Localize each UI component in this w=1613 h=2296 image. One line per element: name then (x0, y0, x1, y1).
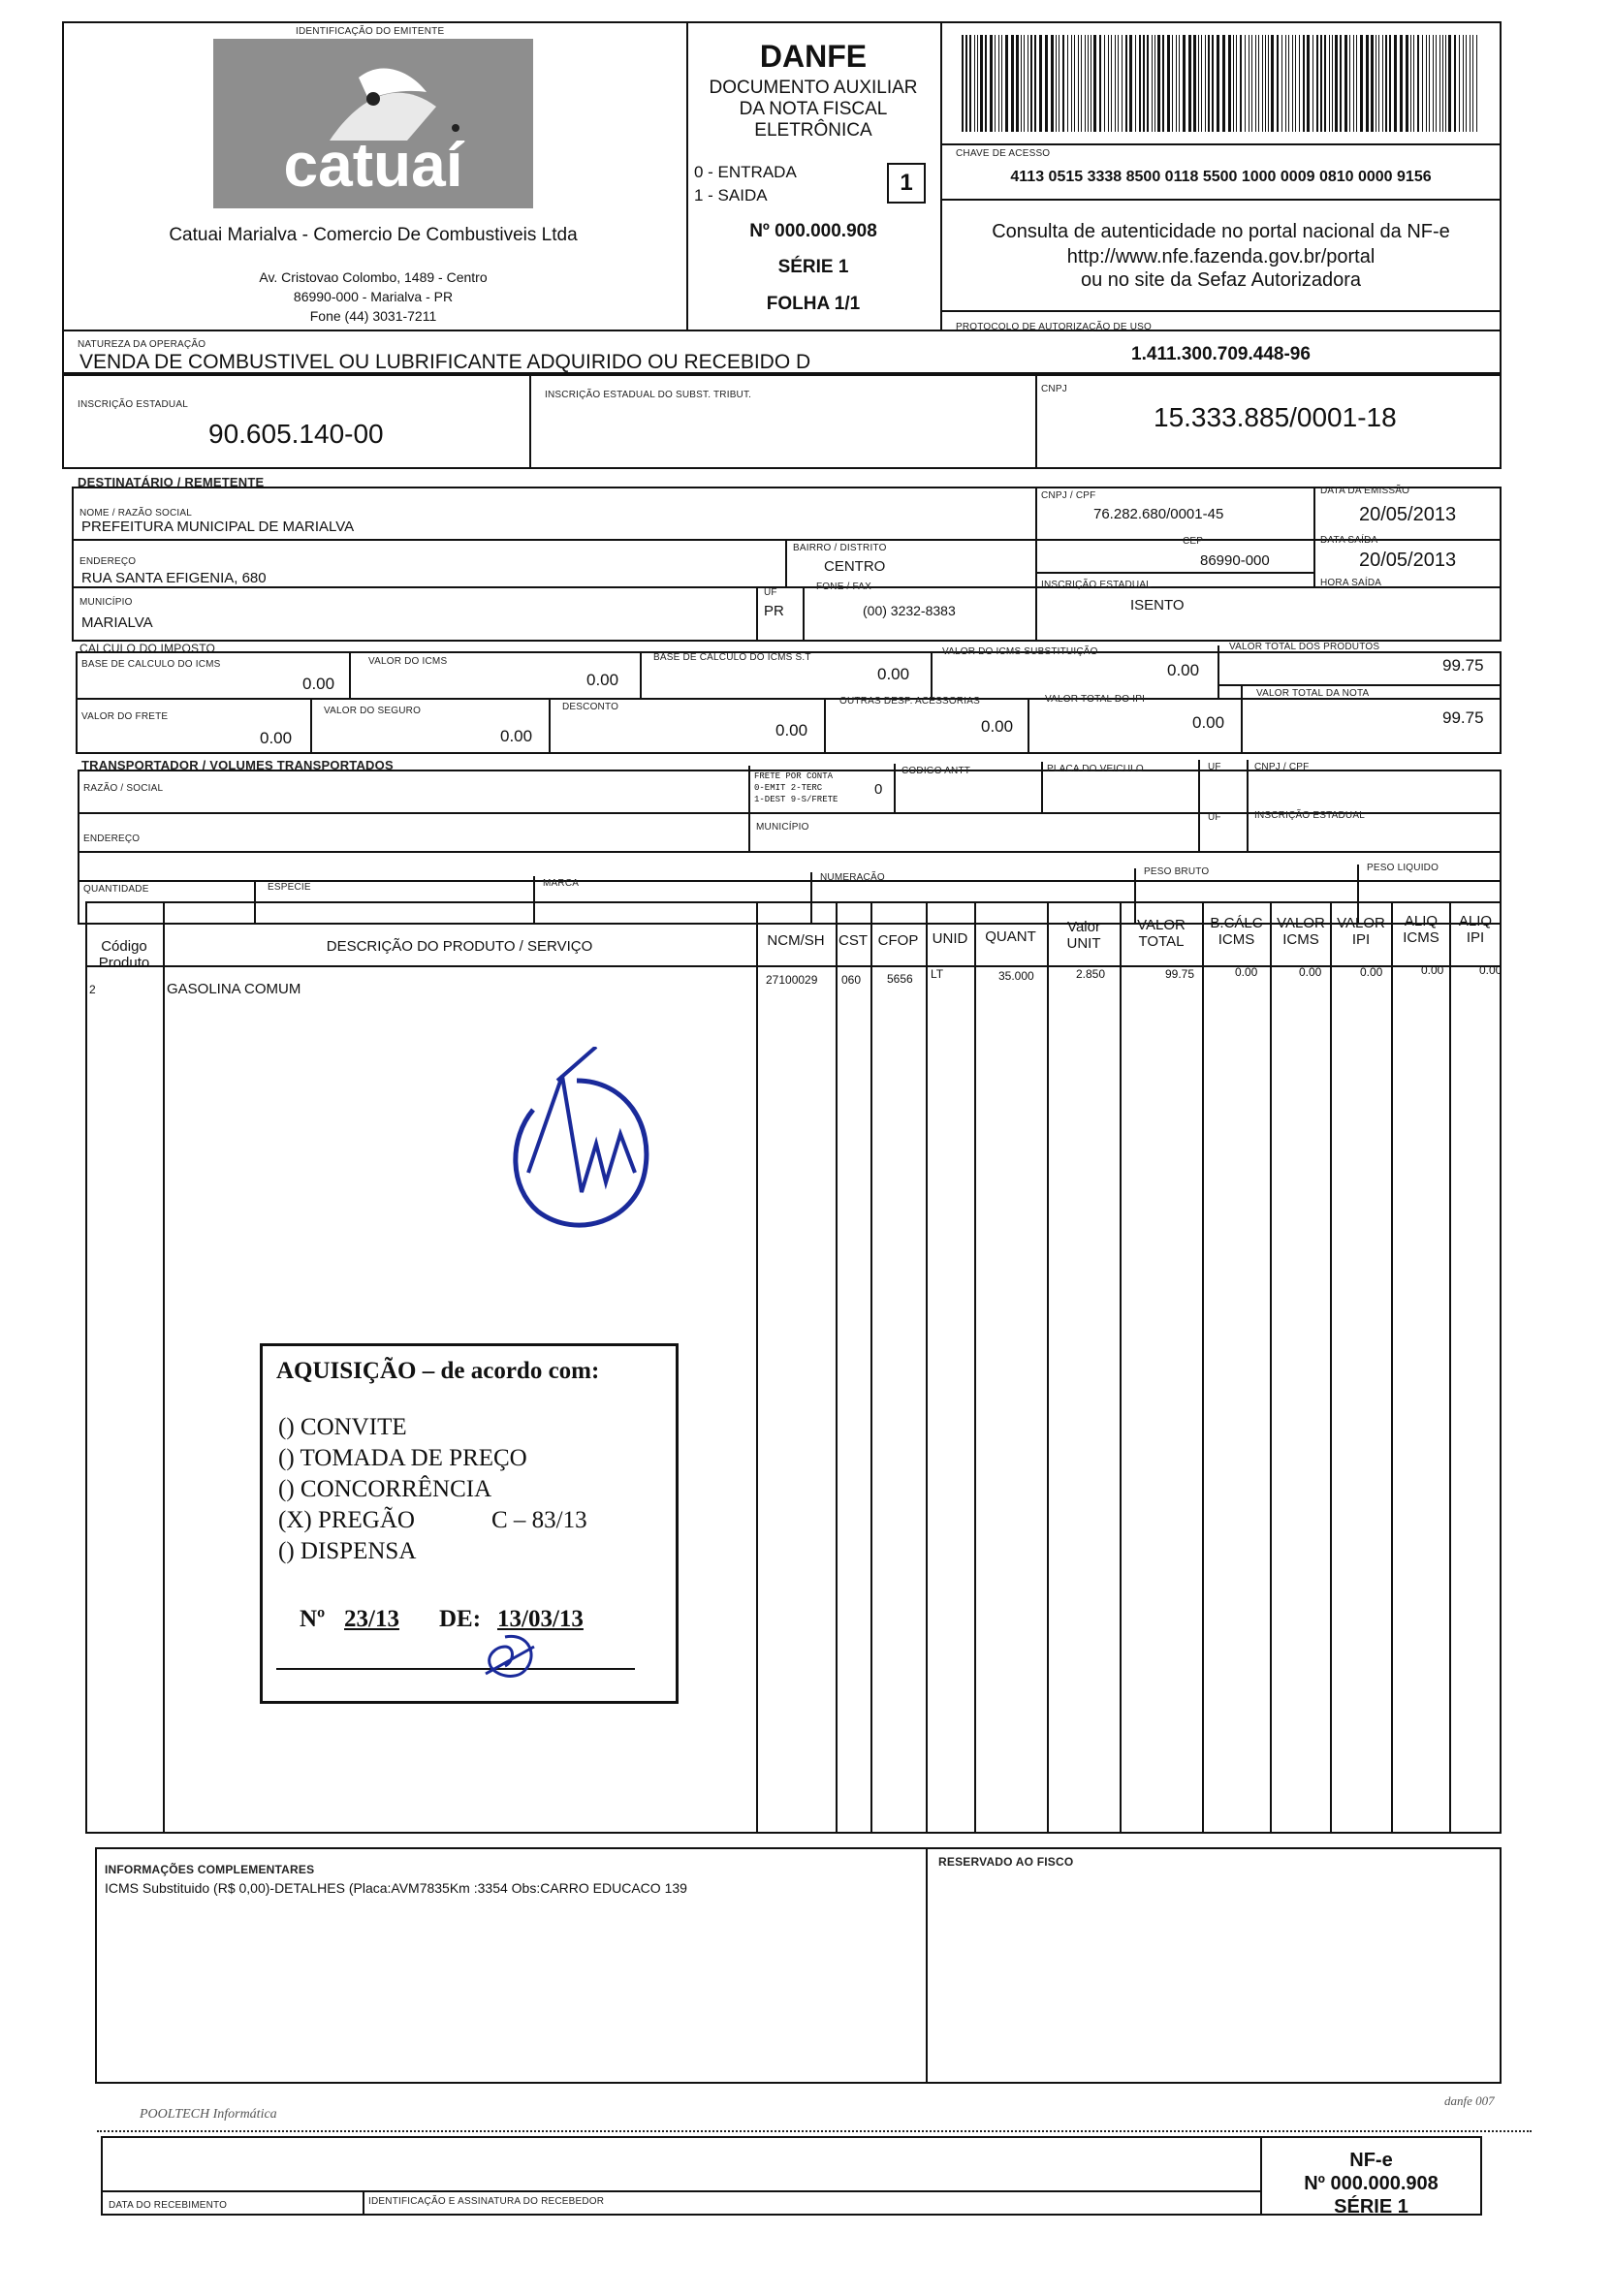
barcode-bar (1295, 35, 1296, 132)
icms-label: VALOR DO ICMS (368, 656, 448, 667)
barcode-bar (1129, 35, 1132, 132)
stamp-signature-line (276, 1668, 635, 1670)
carrier-city-label: MUNICÍPIO (756, 822, 809, 833)
footer-serie: SÉRIE 1 (1334, 2196, 1408, 2217)
ie-label: INSCRIÇÃO ESTADUAL (78, 399, 188, 410)
barcode-bar (1245, 35, 1246, 132)
barcode-bar (1335, 35, 1338, 132)
icms-st-label: VALOR DO ICMS SUBSTITUIÇÃO (942, 646, 1098, 657)
barcode-bar (1329, 35, 1330, 132)
row-aliq-icms: 0.00 (1421, 963, 1444, 977)
insurance-value: 0.00 (500, 727, 533, 745)
stamp-option-dispensa: () DISPENSA (278, 1538, 417, 1564)
barcode-bar (1183, 35, 1186, 132)
barcode-bar (1332, 35, 1333, 132)
barcode-bar (1299, 35, 1300, 132)
barcode-bar (1104, 35, 1105, 132)
col-header-unit-value: Valor UNIT (1066, 919, 1101, 952)
barcode-bar (1459, 35, 1460, 132)
ipi-total-label: VALOR TOTAL DO IPI (1045, 694, 1146, 705)
row-qty: 35.000 (998, 969, 1034, 983)
barcode-bar (1222, 35, 1225, 132)
barcode-bar (1277, 35, 1279, 132)
barcode-bar (995, 35, 996, 132)
cut-line (97, 2130, 1532, 2132)
recipient-cnpj-label: CNPJ / CPF (1041, 490, 1096, 501)
icms-value: 0.00 (586, 671, 619, 689)
emission-label: DATA DA EMISSÃO (1320, 486, 1410, 496)
row-base-icms: 0.00 (1235, 965, 1258, 979)
barcode-bar (965, 35, 967, 132)
barcode-bar (985, 35, 987, 132)
protocol-value: 1.411.300.709.448-96 (1131, 344, 1311, 364)
barcode-bar (1385, 35, 1387, 132)
barcode-bar (1255, 35, 1256, 132)
barcode-bar (1400, 35, 1403, 132)
exit-date-value: 20/05/2013 (1359, 550, 1457, 571)
barcode-bar (1001, 35, 1002, 132)
barcode-bar (1108, 35, 1109, 132)
issuer-name: Catuai Marialva - Comercio De Combustiveis Ltda (169, 225, 578, 245)
insurance-label: VALOR DO SEGURO (324, 706, 422, 716)
col-header-ncm: NCM/SH (767, 932, 825, 949)
stamp-title: AQUISIÇÃO – de acordo com: (276, 1358, 600, 1384)
barcode-bar (1417, 35, 1419, 132)
consult-line-2: http://www.nfe.fazenda.gov.br/portal (1066, 246, 1376, 267)
note-total-label: VALOR TOTAL DA NOTA (1256, 688, 1370, 699)
barcode-bar (1340, 35, 1342, 132)
barcode-bar (1426, 35, 1427, 132)
barcode-bar (1366, 35, 1369, 132)
barcode-bar (1356, 35, 1357, 132)
freight-mode-value: 0 (874, 781, 883, 798)
barcode-bar (1021, 35, 1022, 132)
barcode-bar (1258, 35, 1259, 132)
base-icms-st-label: BASE DE CALCULO DO ICMS S.T (653, 652, 811, 663)
city-label: MUNICÍPIO (79, 597, 133, 608)
logo-text: catuaí (283, 130, 463, 200)
cep-value: 86990-000 (1200, 552, 1270, 569)
barcode-bar (1111, 35, 1112, 132)
col-header-quant: QUANT (985, 928, 1036, 945)
antt-label: CODIGO ANTT (901, 766, 971, 776)
barcode-bar (1472, 35, 1473, 132)
discount-label: DESCONTO (562, 702, 619, 712)
stamp-option-tomada: () TOMADA DE PREÇO (278, 1445, 527, 1471)
barcode-bar (1056, 35, 1057, 132)
barcode-bar (962, 35, 964, 132)
barcode-bar (1288, 35, 1289, 132)
barcode-bar (1167, 35, 1170, 132)
row-aliq-ipi: 0.00 (1479, 963, 1502, 977)
col-header-aliq-icms: ALIQ ICMS (1403, 913, 1439, 946)
barcode-bar (1172, 35, 1173, 132)
district-value: CENTRO (824, 558, 886, 575)
uf-label: UF (764, 587, 777, 598)
recipient-cnpj: 76.282.680/0001-45 (1093, 506, 1224, 522)
barcode-bar (1439, 35, 1440, 132)
danfe-title: DANFE (759, 39, 868, 74)
stamp-option-pregao: (X) PREGÃO (278, 1507, 415, 1533)
barcode-bar (1240, 35, 1242, 132)
consult-line-3: ou no site da Sefaz Autorizadora (1080, 269, 1362, 291)
barcode-bar (1201, 35, 1202, 132)
barcode-bar (1115, 35, 1116, 132)
recipient-section-label: DESTINATÁRIO / REMETENTE (78, 475, 265, 489)
recipient-name-label: NOME / RAZÃO SOCIAL (79, 508, 193, 519)
discount-value: 0.00 (775, 721, 808, 739)
barcode-bar (1147, 35, 1149, 132)
other-expenses-value: 0.00 (981, 717, 1014, 736)
row-cfop: 5656 (887, 972, 913, 986)
recipient-ie: ISENTO (1130, 597, 1185, 613)
phone-label: FONE / FAX (816, 582, 872, 592)
barcode-bar (1268, 35, 1269, 132)
barcode-bar (1078, 35, 1079, 132)
receipt-date-label: DATA DO RECEBIMENTO (109, 2200, 228, 2211)
stamp-date: 13/03/13 (497, 1606, 584, 1632)
city-value: MARIALVA (81, 614, 153, 631)
barcode-bar (1265, 35, 1266, 132)
issuer-address-1: Av. Cristovao Colombo, 1489 - Centro (259, 269, 488, 285)
footer-nfe: NF-e (1349, 2150, 1393, 2171)
recipient-address: RUA SANTA EFIGENIA, 680 (81, 570, 267, 586)
volume-numbering-label: NUMERAÇÃO (820, 872, 885, 883)
barcode-bar (1281, 35, 1282, 132)
barcode-bar (1143, 35, 1145, 132)
danfe-subtitle-2: DA NOTA FISCAL (739, 99, 888, 119)
recipient-address-label: ENDEREÇO (79, 556, 137, 567)
col-header-base-icms: B.CÁLC ICMS (1210, 915, 1263, 948)
barcode-bar (1062, 35, 1064, 132)
carrier-cnpj-label: CNPJ / CPF (1254, 762, 1310, 772)
exit-date-label: DATA SAÍDA (1320, 535, 1378, 546)
receiver-id-label: IDENTIFICAÇÃO E ASSINATURA DO RECEBEDOR (368, 2196, 605, 2207)
recipient-ie-label: INSCRIÇÃO ESTADUAL (1041, 580, 1152, 590)
barcode-bar (1236, 35, 1237, 132)
barcode-bar (969, 35, 971, 132)
barcode-bar (1217, 35, 1219, 132)
barcode-bar (1205, 35, 1206, 132)
barcode-bar (1228, 35, 1231, 132)
barcode-bar (1303, 35, 1305, 132)
carrier-uf-label: UF (1208, 762, 1221, 772)
col-header-description: DESCRIÇÃO DO PRODUTO / SERVIÇO (326, 938, 593, 955)
barcode-bar (1034, 35, 1036, 132)
products-total-value: 99.75 (1442, 656, 1484, 675)
freight-mode-text-2: 0-EMIT 2-TERC (754, 783, 823, 793)
barcode-bar (1074, 35, 1075, 132)
cnpj-label: CNPJ (1041, 384, 1067, 394)
barcode-bar (1176, 35, 1177, 132)
icms-st-value: 0.00 (1167, 661, 1200, 679)
issuer-address-2: 86990-000 - Marialva - PR (293, 289, 454, 304)
acquisition-stamp (260, 1343, 679, 1704)
barcode-bar (1476, 35, 1477, 132)
barcode-bar (974, 35, 975, 132)
stamp-option-convite: () CONVITE (278, 1414, 407, 1440)
barcode-bar (1442, 35, 1443, 132)
net-weight-label: PESO LIQUIDO (1367, 863, 1439, 873)
barcode-bar (1285, 35, 1286, 132)
barcode-bar (1433, 35, 1434, 132)
row-unit-value: 2.850 (1076, 967, 1106, 981)
danfe-folha: FOLHA 1/1 (766, 294, 861, 314)
stamp-option-concorrencia: () CONCORRÊNCIA (278, 1476, 492, 1502)
barcode-bar (1406, 35, 1408, 132)
barcode-bar (1324, 35, 1326, 132)
danfe-subtitle-3: ELETRÔNICA (754, 120, 872, 141)
barcode-bar (1030, 35, 1032, 132)
ie-value: 90.605.140-00 (208, 419, 384, 449)
carrier-ie-label: INSCRIÇÃO ESTADUAL (1254, 810, 1365, 821)
barcode-bar (1011, 35, 1014, 132)
tax-section-label: CALCULO DO IMPOSTO (79, 642, 216, 655)
barcode-bar (1152, 35, 1153, 132)
access-key-label: CHAVE DE ACESSO (956, 148, 1051, 159)
barcode-bar (1233, 35, 1234, 132)
cnpj-value: 15.333.885/0001-18 (1154, 402, 1397, 432)
barcode-bar (1410, 35, 1411, 132)
barcode-bar (1088, 35, 1089, 132)
col-header-code: Código Produto (98, 938, 150, 971)
barcode-bar (1436, 35, 1437, 132)
barcode-bar (1316, 35, 1318, 132)
danfe-type-box: 1 (887, 163, 926, 204)
uf-value: PR (764, 603, 784, 619)
row-unit: LT (931, 967, 944, 981)
barcode-bar (1389, 35, 1391, 132)
barcode-bar (1378, 35, 1379, 132)
carrier-uf-label-2: UF (1208, 812, 1221, 823)
col-header-cst: CST (838, 932, 868, 949)
barcode-bar (1292, 35, 1293, 132)
barcode-bar (1051, 35, 1054, 132)
barcode-bar (1081, 35, 1082, 132)
barcode-bar (1344, 35, 1347, 132)
danfe-number: Nº 000.000.908 (749, 221, 877, 241)
stamp-pregao-code: C – 83/13 (491, 1507, 587, 1533)
barcode-bar (1059, 35, 1060, 132)
software-credit: POOLTECH Informática (140, 2107, 277, 2122)
barcode-bar (1394, 35, 1397, 132)
barcode-bar (1179, 35, 1180, 132)
nature-value: VENDA DE COMBUSTIVEL OU LUBRIFICANTE ADQUIRIDO OU RECEBIDO D (79, 351, 811, 373)
barcode-bar (1067, 35, 1068, 132)
phone-value: (00) 3232-8383 (863, 603, 956, 618)
barcode-bar (1212, 35, 1214, 132)
barcode-bar (1422, 35, 1423, 132)
freight-mode-text-3: 1-DEST 9-S/FRETE (754, 795, 838, 804)
barcode-bar (1085, 35, 1086, 132)
access-key-value: 4113 0515 3338 8500 0118 5500 1000 0009 0810 0000 9156 (1010, 169, 1432, 185)
barcode-bar (1039, 35, 1042, 132)
danfe-subtitle-1: DOCUMENTO AUXILIAR (709, 78, 918, 98)
barcode-bar (980, 35, 983, 132)
nature-label: NATUREZA DA OPERAÇÃO (78, 339, 206, 350)
signature-scribble (490, 1047, 664, 1260)
barcode-bar (1463, 35, 1464, 132)
form-code: danfe 007 (1444, 2093, 1495, 2108)
issuer-section-label: IDENTIFICAÇÃO DO EMITENTE (296, 26, 445, 37)
barcode-bar (1122, 35, 1123, 132)
freight-mode-text-1: FRETE POR CONTA (754, 771, 834, 781)
note-total-value: 99.75 (1442, 708, 1484, 727)
barcode-bar (1360, 35, 1363, 132)
row-ipi: 0.00 (1360, 965, 1383, 979)
barcode-bar (1154, 35, 1155, 132)
barcode-bar (1320, 35, 1322, 132)
barcode-bar (1466, 35, 1467, 132)
barcode-bar (1382, 35, 1383, 132)
volume-qty-label: QUANTIDADE (83, 884, 149, 895)
barcode-bar (1349, 35, 1350, 132)
barcode-bar (998, 35, 999, 132)
row-ncm: 27100029 (766, 973, 818, 987)
barcode-bar (1139, 35, 1141, 132)
stamp-number: 23/13 (344, 1606, 399, 1632)
barcode-bar (1162, 35, 1164, 132)
barcode-bar (1188, 35, 1191, 132)
barcode (960, 35, 1483, 132)
barcode-bar (1413, 35, 1414, 132)
plate-label: PLACA DO VEICULO (1047, 764, 1144, 774)
gross-weight-label: PESO BRUTO (1144, 866, 1210, 877)
protocol-label: PROTOCOLO DE AUTORIZAÇÃO DE USO (956, 322, 1152, 332)
row-description: GASOLINA COMUM (167, 981, 301, 997)
ie-st-label: INSCRIÇÃO ESTADUAL DO SUBST. TRIBUT. (545, 390, 752, 400)
col-header-cfop: CFOP (877, 932, 919, 949)
cep-label: CEP (1183, 536, 1204, 547)
barcode-bar (1454, 35, 1456, 132)
products-total-label: VALOR TOTAL DOS PRODUTOS (1229, 642, 1380, 652)
barcode-bar (1208, 35, 1210, 132)
barcode-bar (990, 35, 993, 132)
freight-label: VALOR DO FRETE (81, 711, 169, 722)
barcode-bar (1271, 35, 1274, 132)
barcode-bar (1118, 35, 1119, 132)
col-header-total: VALOR TOTAL (1137, 917, 1186, 950)
row-code: 2 (89, 983, 96, 996)
transport-section-label: TRANSPORTADOR / VOLUMES TRANSPORTADOS (81, 758, 394, 772)
col-header-unid: UNID (932, 930, 968, 947)
barcode-bar (1353, 35, 1354, 132)
barcode-bar (1135, 35, 1136, 132)
volume-species-label: ESPECIE (268, 882, 311, 893)
base-icms-st-value: 0.00 (877, 665, 910, 683)
ipi-total-value: 0.00 (1192, 713, 1225, 732)
danfe-saida: 1 - SAIDA (694, 186, 768, 204)
barcode-bar (1125, 35, 1127, 132)
barcode-bar (1371, 35, 1374, 132)
volume-brand-label: MARCA (543, 878, 580, 889)
issuer-logo (213, 39, 533, 208)
stamp-date-prefix: DE: (439, 1606, 482, 1632)
col-header-aliq-ipi: ALIQ IPI (1458, 913, 1493, 946)
row-total: 99.75 (1165, 967, 1195, 981)
barcode-bar (1099, 35, 1101, 132)
barcode-bar (1045, 35, 1048, 132)
issuer-phone: Fone (44) 3031-7211 (309, 308, 437, 324)
carrier-name-label: RAZÃO / SOCIAL (83, 783, 164, 794)
consult-line-1: Consulta de autenticidade no portal nacional da NF-e (992, 221, 1450, 242)
barcode-bar (1445, 35, 1446, 132)
danfe-entrada: 0 - ENTRADA (694, 163, 797, 181)
carrier-address-label: ENDEREÇO (83, 833, 141, 844)
emission-value: 20/05/2013 (1359, 504, 1457, 525)
barcode-bar (977, 35, 978, 132)
time-label: HORA SAÍDA (1320, 578, 1382, 588)
row-cst: 060 (841, 973, 862, 987)
base-icms-value: 0.00 (302, 675, 335, 693)
barcode-bar (1157, 35, 1160, 132)
danfe-serie: SÉRIE 1 (777, 257, 849, 277)
barcode-bar (1005, 35, 1008, 132)
base-icms-label: BASE DE CALCULO DO ICMS (81, 659, 221, 670)
col-header-icms: VALOR ICMS (1277, 915, 1325, 948)
additional-info-value: ICMS Substituido (R$ 0,00)-DETALHES (Placa:AVM7835Km :3354 Obs:CARRO EDUCACO 139 (105, 1880, 687, 1896)
barcode-bar (1470, 35, 1471, 132)
barcode-bar (1262, 35, 1263, 132)
other-expenses-label: OUTRAS DESP. ACESSORIAS (839, 696, 981, 707)
freight-value: 0.00 (260, 729, 293, 747)
col-header-ipi: VALOR IPI (1337, 915, 1385, 948)
barcode-bar (1071, 35, 1072, 132)
barcode-bar (1093, 35, 1096, 132)
barcode-bar (1198, 35, 1199, 132)
fisco-label: RESERVADO AO FISCO (938, 1855, 1074, 1869)
footer-number: Nº 000.000.908 (1304, 2173, 1439, 2194)
barcode-bar (1251, 35, 1252, 132)
row-icms: 0.00 (1299, 965, 1322, 979)
additional-info-label: INFORMAÇÕES COMPLEMENTARES (105, 1863, 315, 1876)
recipient-name: PREFEITURA MUNICIPAL DE MARIALVA (81, 519, 355, 535)
barcode-bar (1024, 35, 1025, 132)
barcode-bar (1193, 35, 1196, 132)
barcode-bar (1016, 35, 1019, 132)
stamp-number-prefix: Nº (300, 1606, 326, 1632)
district-label: BAIRRO / DISTRITO (793, 543, 887, 553)
barcode-bar (1307, 35, 1310, 132)
stamp-initials (476, 1627, 544, 1685)
barcode-bar (1429, 35, 1430, 132)
barcode-bar (1448, 35, 1451, 132)
